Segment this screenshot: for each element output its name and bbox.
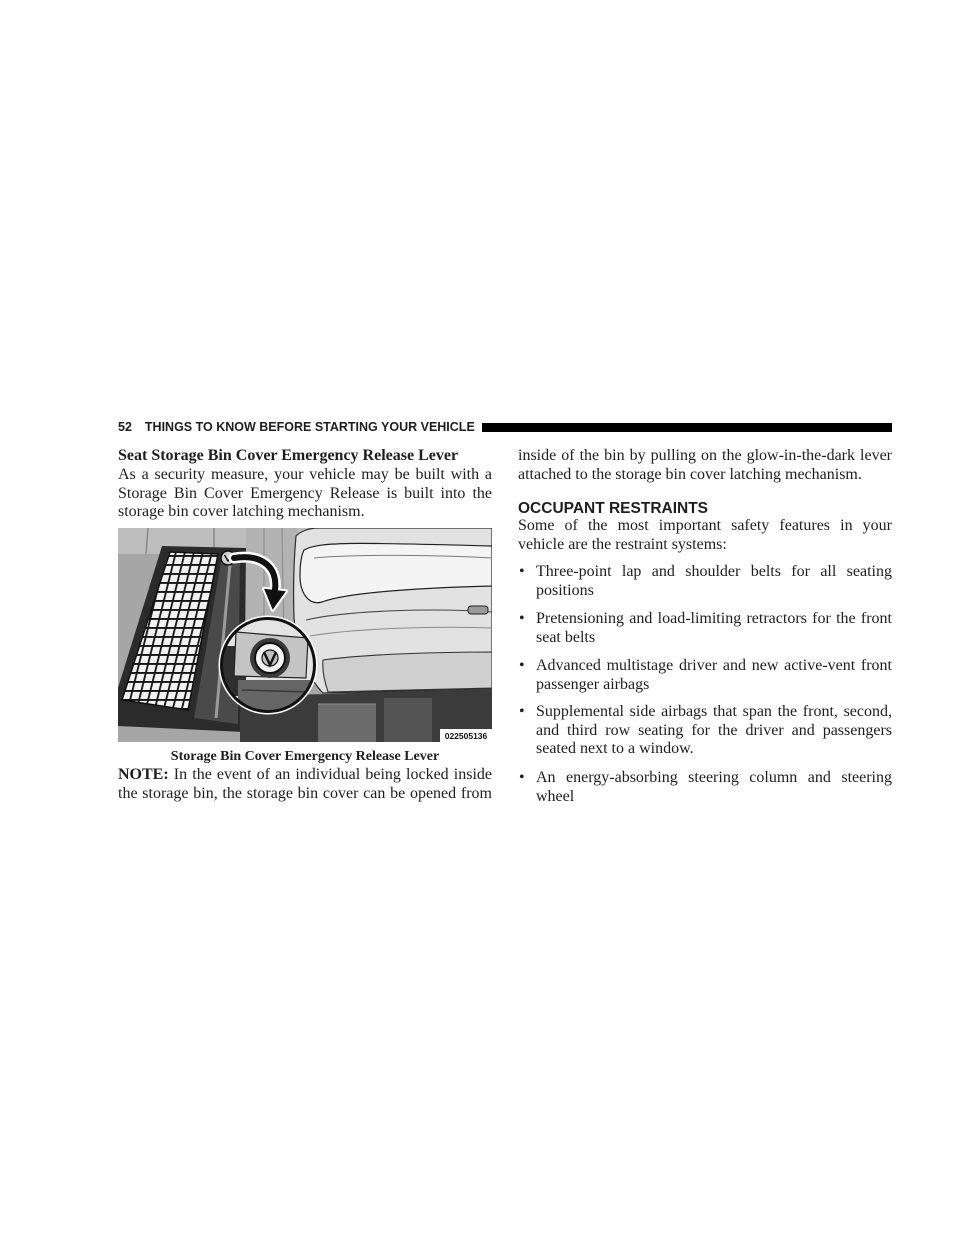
text-line: the storage bin, the storage bin cover can be opened from xyxy=(118,784,492,802)
text-line: attached to the storage bin cover latching mechanism. xyxy=(518,465,862,483)
note-paragraph xyxy=(118,766,492,803)
seat-handle xyxy=(468,606,488,614)
text-line: and third row seating for the driver and passengers xyxy=(536,721,892,739)
section-title: THINGS TO KNOW BEFORE STARTING YOUR VEHICLE xyxy=(144,420,475,434)
note-text: In the event of an individual being locked inside xyxy=(173,766,493,783)
text-line: inside of the bin by pulling on the glow-in-the-dark lever xyxy=(518,447,892,464)
text-line: positions xyxy=(536,581,594,599)
security-paragraph xyxy=(118,466,492,522)
figure-caption: Storage Bin Cover Emergency Release Lever xyxy=(170,749,440,764)
note-paragraph-continued xyxy=(518,447,892,484)
note-label: NOTE: xyxy=(118,766,169,783)
storage-bin-heading: Seat Storage Bin Cover Emergency Release Lever xyxy=(118,447,459,464)
bullet-text xyxy=(536,657,892,694)
text-line xyxy=(118,766,492,785)
storage-bin-illustration xyxy=(118,528,492,742)
bullet-item xyxy=(518,610,892,647)
seat xyxy=(294,528,492,693)
occupant-restraints-heading: OCCUPANT RESTRAINTS xyxy=(518,500,709,517)
text-line: passenger airbags xyxy=(536,675,650,693)
bullet-item xyxy=(518,563,892,600)
bullet-text xyxy=(536,563,892,600)
seat-trim xyxy=(323,652,492,692)
text-line: Advanced multistage driver and new active-vent front xyxy=(536,657,892,674)
text-line: Three-point lap and shoulder belts for all seating xyxy=(536,563,892,580)
text-line: seated next to a window. xyxy=(536,740,694,758)
page-number: 52 xyxy=(118,420,132,434)
bullet-item xyxy=(518,703,892,759)
header-rule xyxy=(482,423,892,432)
bullet-item xyxy=(518,769,892,806)
bullet-symbol: • xyxy=(519,610,525,627)
bullet-symbol: • xyxy=(519,703,525,720)
bullet-text xyxy=(536,769,892,806)
bullet-symbol: • xyxy=(519,769,525,786)
text-line: seat belts xyxy=(536,628,596,646)
restraints-intro-paragraph xyxy=(518,517,892,554)
bullet-text xyxy=(536,703,892,759)
text-line: Pretensioning and load-limiting retractors for the front xyxy=(536,610,892,627)
text-line: wheel xyxy=(536,787,575,805)
text-line: vehicle are the restraint systems: xyxy=(518,535,727,553)
text-line: As a security measure, your vehicle may be built with a xyxy=(118,466,492,483)
bullet-text xyxy=(536,610,892,647)
text-line: Storage Bin Cover Emergency Release is built into the xyxy=(118,484,492,502)
text-line: storage bin cover latching mechanism. xyxy=(118,503,365,521)
figure-code: 022505136 xyxy=(444,731,488,741)
text-line: Some of the most important safety features in your xyxy=(518,517,892,534)
bullet-symbol: • xyxy=(519,657,525,674)
text-line: Supplemental side airbags that span the front, second, xyxy=(536,703,892,720)
page-header xyxy=(118,420,892,434)
text-line: An energy-absorbing steering column and steering xyxy=(536,769,892,786)
bullet-item xyxy=(518,657,892,694)
bullet-symbol: • xyxy=(519,563,525,580)
figure-code-label xyxy=(440,729,492,742)
